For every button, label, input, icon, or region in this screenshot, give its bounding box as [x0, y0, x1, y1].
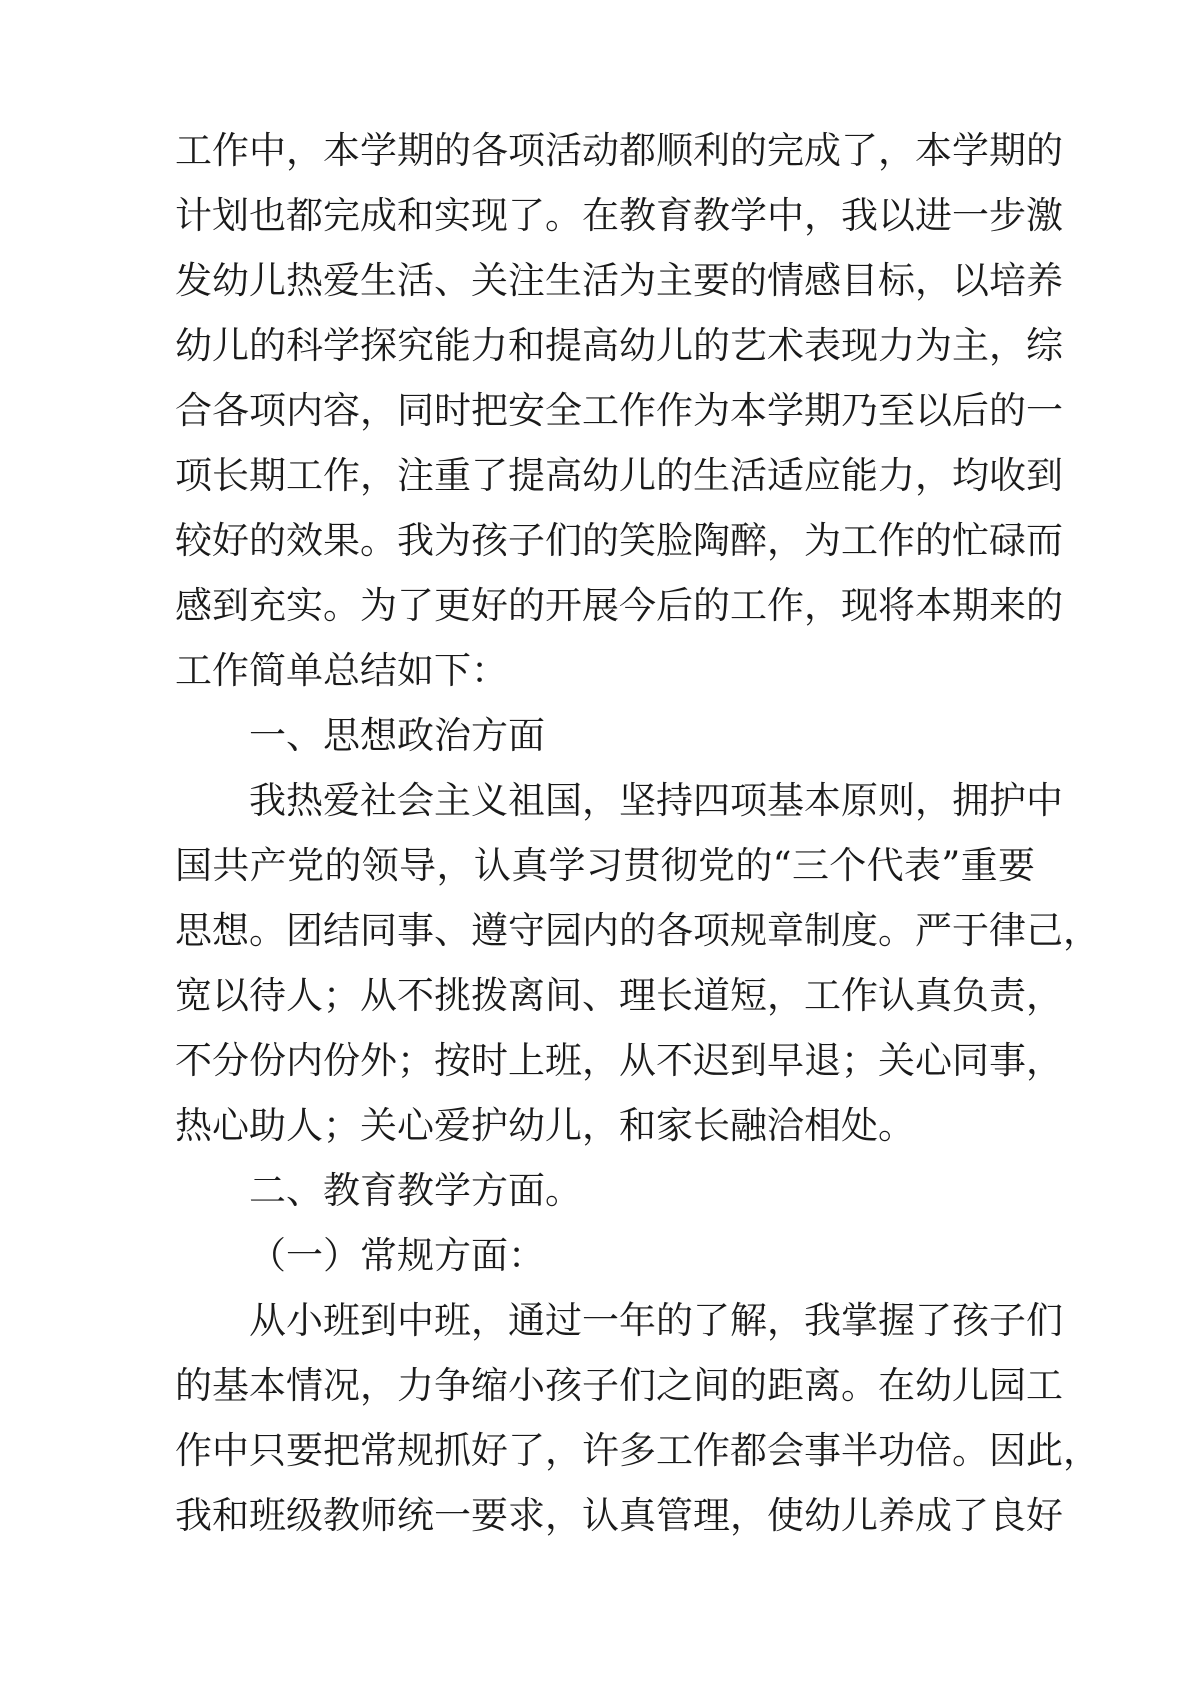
paragraph-start-line: 从小班到中班，通过一年的了解，我掌握了孩子们 [249, 1299, 1063, 1342]
text-line: 感到充实。为了更好的开展今后的工作，现将本期来的 [175, 584, 1063, 627]
text-line: 思想。团结同事、遵守园内的各项规章制度。严于律己， [175, 909, 1100, 952]
text-line: 计划也都完成和实现了。在教育教学中，我以进一步激 [175, 194, 1063, 237]
text-line: 国共产党的领导，认真学习贯彻党的“三个代表”重要 [175, 844, 1035, 887]
text-line: 宽以待人；从不挑拨离间、理长道短，工作认真负责， [175, 974, 1063, 1017]
text-line: 工作中，本学期的各项活动都顺利的完成了，本学期的 [175, 129, 1063, 172]
text-line: 不分份内份外；按时上班，从不迟到早退；关心同事， [175, 1039, 1063, 1082]
text-line: 幼儿的科学探究能力和提高幼儿的艺术表现力为主，综 [175, 324, 1063, 367]
section-heading-teaching: 二、教育教学方面。 [249, 1169, 582, 1212]
subsection-heading-routine: （一）常规方面： [249, 1234, 545, 1277]
document-body [175, 118, 1100, 1548]
text-line: 热心助人；关心爱护幼儿，和家长融洽相处。 [175, 1104, 915, 1147]
text-line: 我和班级教师统一要求，认真管理，使幼儿养成了良好 [175, 1494, 1063, 1537]
text-line: 合各项内容，同时把安全工作作为本学期乃至以后的一 [175, 389, 1063, 432]
paragraph-start-line: 我热爱社会主义祖国，坚持四项基本原则，拥护中 [249, 779, 1063, 822]
section-heading-political: 一、思想政治方面 [249, 714, 545, 757]
text-line: 作中只要把常规抓好了，许多工作都会事半功倍。因此， [175, 1429, 1100, 1472]
text-line: 较好的效果。我为孩子们的笑脸陶醉，为工作的忙碌而 [175, 519, 1063, 562]
text-line: 发幼儿热爱生活、关注生活为主要的情感目标，以培养 [175, 259, 1063, 302]
text-line: 的基本情况，力争缩小孩子们之间的距离。在幼儿园工 [175, 1364, 1063, 1407]
text-line: 工作简单总结如下： [175, 649, 508, 692]
text-line: 项长期工作，注重了提高幼儿的生活适应能力，均收到 [175, 454, 1063, 497]
